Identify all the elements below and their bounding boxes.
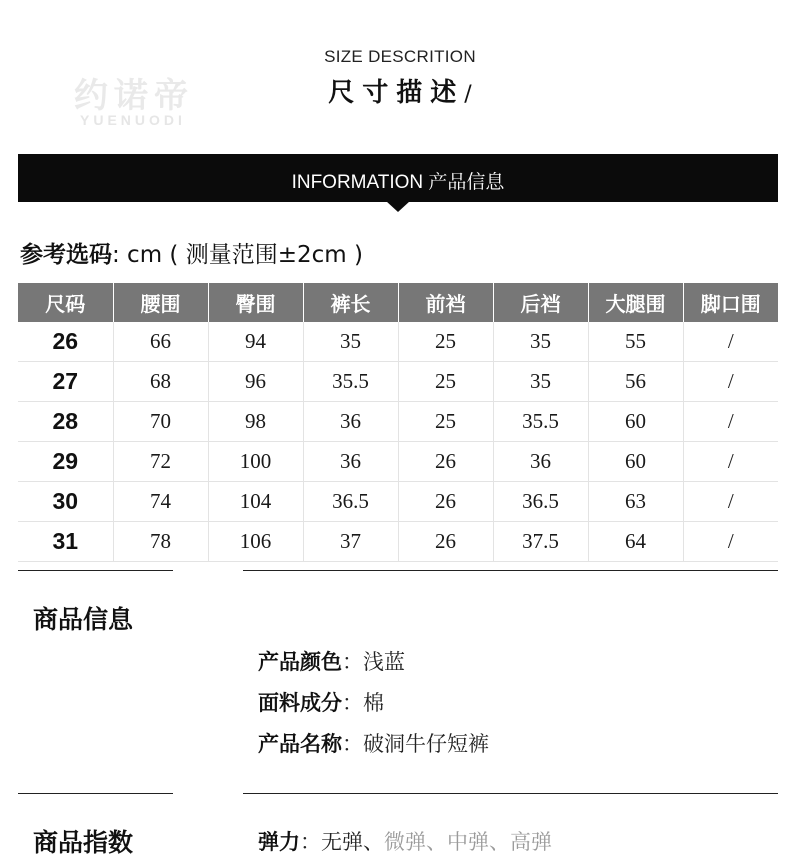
product-name (258, 728, 489, 758)
cell-leg-opening: / (683, 482, 778, 522)
cell-leg-opening: / (683, 402, 778, 442)
cell-length: 37 (303, 522, 398, 562)
product-color-value: ：浅蓝 (342, 650, 405, 674)
cell-size: 27 (18, 362, 113, 402)
cell-leg-opening: / (683, 322, 778, 362)
cell-front-rise: 25 (398, 362, 493, 402)
cell-front-rise: 26 (398, 442, 493, 482)
elasticity-other-options: 微弹、中弹、高弹 (384, 830, 552, 854)
product-name-label: 产品名称 (258, 732, 342, 756)
cell-back-rise: 36 (493, 442, 588, 482)
header-size: 尺码 (18, 283, 113, 322)
product-color (258, 646, 405, 676)
cell-back-rise: 36.5 (493, 482, 588, 522)
cell-length: 36.5 (303, 482, 398, 522)
brand-logo: 约诺帝 (74, 76, 194, 116)
header-hip: 臀围 (208, 283, 303, 322)
cell-size: 29 (18, 442, 113, 482)
table-row (18, 442, 778, 482)
cell-leg-opening: / (683, 522, 778, 562)
product-fabric-value: ：棉 (342, 691, 384, 715)
banner-pointer-icon (386, 201, 410, 212)
cell-size: 26 (18, 322, 113, 362)
product-info-title: 商品信息 (33, 605, 134, 634)
cell-length: 35.5 (303, 362, 398, 402)
cell-waist: 74 (113, 482, 208, 522)
cell-leg-opening: / (683, 362, 778, 402)
size-description-title-cn: 尺寸描述 (328, 78, 465, 108)
cell-hip: 96 (208, 362, 303, 402)
cell-thigh: 56 (588, 362, 683, 402)
cell-waist: 72 (113, 442, 208, 482)
cell-leg-opening: / (683, 442, 778, 482)
cell-back-rise: 35.5 (493, 402, 588, 442)
information-banner (18, 154, 778, 202)
header-leg-opening: 脚口围 (683, 283, 778, 322)
cell-thigh: 60 (588, 442, 683, 482)
elasticity-sep: ： (300, 830, 321, 854)
cell-thigh: 64 (588, 522, 683, 562)
cell-hip: 100 (208, 442, 303, 482)
cell-front-rise: 26 (398, 482, 493, 522)
cell-size: 28 (18, 402, 113, 442)
cell-front-rise: 25 (398, 402, 493, 442)
product-index-title: 商品指数 (33, 828, 134, 857)
cell-front-rise: 26 (398, 522, 493, 562)
header-front-rise: 前裆 (398, 283, 493, 322)
cell-hip: 98 (208, 402, 303, 442)
brand-logo-en: YUENUODI (80, 112, 186, 128)
cell-thigh: 63 (588, 482, 683, 522)
cell-size: 30 (18, 482, 113, 522)
cell-hip: 94 (208, 322, 303, 362)
size-description-title-en: SIZE DESCRITION (324, 47, 476, 66)
product-fabric (258, 687, 384, 717)
header-length: 裤长 (303, 283, 398, 322)
header-waist: 腰围 (113, 283, 208, 322)
cell-waist: 66 (113, 322, 208, 362)
divider-right (243, 570, 778, 571)
cell-back-rise: 37.5 (493, 522, 588, 562)
header-back-rise: 后裆 (493, 283, 588, 322)
divider-left (18, 570, 173, 571)
table-row (18, 322, 778, 362)
cell-waist: 68 (113, 362, 208, 402)
cell-thigh: 60 (588, 402, 683, 442)
product-fabric-label: 面料成分 (258, 691, 342, 715)
table-row (18, 402, 778, 442)
cell-thigh: 55 (588, 322, 683, 362)
divider-right-2 (243, 793, 778, 794)
cell-waist: 78 (113, 522, 208, 562)
cell-size: 31 (18, 522, 113, 562)
cell-waist: 70 (113, 402, 208, 442)
title-slash: / (464, 82, 472, 107)
cell-length: 35 (303, 322, 398, 362)
cell-length: 36 (303, 402, 398, 442)
product-color-label: 产品颜色 (258, 650, 342, 674)
cell-hip: 104 (208, 482, 303, 522)
size-table (18, 283, 778, 562)
elasticity-option-none: 无弹 (321, 830, 363, 854)
elasticity-label: 弹力 (258, 830, 300, 854)
table-row (18, 522, 778, 562)
size-table-header-row (18, 283, 778, 322)
size-reference-text: : cm ( 测量范围±2cm ) (112, 242, 363, 268)
divider-left-2 (18, 793, 173, 794)
cell-hip: 106 (208, 522, 303, 562)
cell-front-rise: 25 (398, 322, 493, 362)
cell-back-rise: 35 (493, 362, 588, 402)
table-row (18, 362, 778, 402)
elasticity-row (258, 826, 552, 856)
elasticity-comma: 、 (363, 830, 384, 854)
size-description-title (0, 72, 800, 109)
header-thigh: 大腿围 (588, 283, 683, 322)
cell-length: 36 (303, 442, 398, 482)
cell-back-rise: 35 (493, 322, 588, 362)
information-banner-text: INFORMATION 产品信息 (291, 172, 505, 193)
size-reference-label: 参考选码 (20, 242, 112, 268)
table-row (18, 482, 778, 522)
size-reference-note (20, 236, 363, 269)
product-name-value: ：破洞牛仔短裤 (342, 732, 489, 756)
